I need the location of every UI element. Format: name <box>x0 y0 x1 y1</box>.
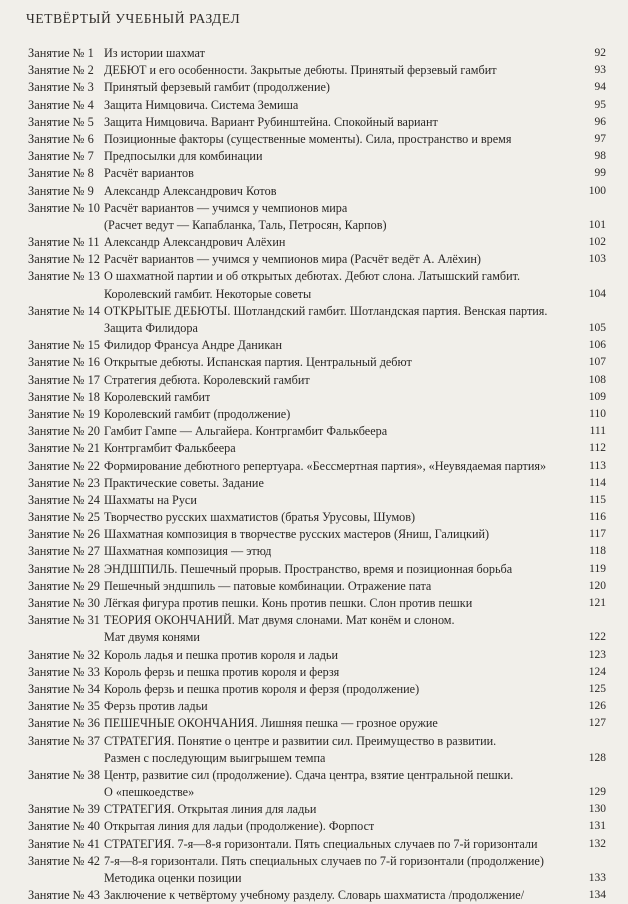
lesson-number: Занятие № 2 <box>28 63 94 78</box>
lesson-number: Занятие № 25 <box>28 510 100 525</box>
page-number: 99 <box>594 167 606 180</box>
lesson-title: Шахматы на Руси <box>104 492 197 507</box>
page-number: 111 <box>589 425 606 438</box>
toc-line <box>0 492 628 509</box>
toc-line <box>0 836 628 853</box>
toc-line <box>0 715 628 732</box>
lesson-title: ДЕБЮТ и его особенности. Закрытые дебюты. Принятый ферзевый гамбит <box>104 63 497 78</box>
page-number: 128 <box>588 751 606 764</box>
page-number: 104 <box>588 287 606 300</box>
toc-line <box>0 354 628 371</box>
lesson-title: ПЕШЕЧНЫЕ ОКОНЧАНИЯ. Лишняя пешка — грозное оружие <box>104 716 438 731</box>
lesson-title: (Расчет ведут — Капабланка, Таль, Петросян, Карпов) <box>104 217 387 232</box>
lesson-title: СТРАТЕГИЯ. 7-я—8-я горизонтали. Пять специальных случаев по 7-й горизонтали <box>104 836 538 851</box>
page-number: 121 <box>588 597 606 609</box>
toc-line <box>0 423 628 440</box>
lesson-number: Занятие № 11 <box>28 235 100 250</box>
lesson-title: 7-я—8-я горизонтали. Пять специальных случаев по 7-й горизонтали (продолжение) <box>104 853 544 868</box>
toc-line <box>0 664 628 681</box>
lesson-title: Шахматная композиция в творчестве русских мастеров (Яниш, Галицкий) <box>104 527 490 542</box>
toc-line <box>0 647 628 664</box>
page-number: 112 <box>589 442 606 455</box>
toc-line <box>0 406 628 423</box>
lesson-number: Занятие № 3 <box>28 80 94 95</box>
lesson-number: Занятие № 12 <box>28 252 100 267</box>
toc-line <box>0 286 628 303</box>
page-number: 109 <box>588 390 606 403</box>
page-number: 123 <box>588 648 606 661</box>
page-number: 119 <box>589 562 606 575</box>
toc-line <box>0 131 628 148</box>
page-number: 100 <box>588 184 606 197</box>
lesson-number: Занятие № 15 <box>28 338 100 353</box>
lesson-title: Расчёт вариантов — учимся у чемпионов мира <box>104 200 348 215</box>
lesson-title: Расчёт вариантов <box>104 166 194 181</box>
page-number: 125 <box>588 682 606 695</box>
toc-line <box>0 458 628 475</box>
page-number: 97 <box>594 132 606 145</box>
toc-line <box>0 870 628 887</box>
toc-line <box>0 337 628 354</box>
lesson-title: Заключение к четвёртому учебному разделу. Словарь шахматиста /продолжение/ <box>104 888 525 903</box>
lesson-title: Лёгкая фигура против пешки. Конь против пешки. Слон против пешки <box>104 596 473 610</box>
toc-line <box>0 148 628 165</box>
toc-line <box>0 217 628 234</box>
lesson-number: Занятие № 30 <box>28 596 100 610</box>
toc-line <box>0 750 628 767</box>
page-number: 105 <box>588 322 606 334</box>
lesson-number: Занятие № 23 <box>28 475 100 490</box>
toc-line <box>0 733 628 750</box>
toc-line <box>0 183 628 200</box>
page-number: 102 <box>588 236 606 249</box>
lesson-number: Занятие № 16 <box>28 355 100 370</box>
lesson-number: Занятие № 33 <box>28 664 100 679</box>
lesson-number: Занятие № 34 <box>28 681 100 696</box>
toc-line <box>0 578 628 595</box>
page-number: 106 <box>588 339 606 352</box>
lesson-number: Занятие № 18 <box>28 389 100 404</box>
page-number: 132 <box>588 837 606 850</box>
page-number: 92 <box>594 47 606 59</box>
toc-line <box>0 853 628 870</box>
lesson-title: Король ферзь и пешка против короля и ферзя <box>104 664 340 679</box>
lesson-number: Занятие № 28 <box>28 561 100 576</box>
toc-line <box>0 595 628 612</box>
page-number: 93 <box>594 64 606 77</box>
lesson-number: Занятие № 40 <box>28 819 100 834</box>
lesson-title: СТРАТЕГИЯ. Понятие о центре и развитии сил. Преимущество в развитии. <box>104 733 497 748</box>
lesson-number: Занятие № 4 <box>28 97 94 112</box>
lesson-title: О «пешкоедстве» <box>104 785 195 800</box>
lesson-number: Занятие № 21 <box>28 441 100 456</box>
page-number: 110 <box>589 407 606 420</box>
toc-line <box>0 475 628 492</box>
lesson-title: Принятый ферзевый гамбит (продолжение) <box>104 80 330 95</box>
lesson-number: Занятие № 37 <box>28 733 100 748</box>
table-of-contents <box>0 45 628 904</box>
page-number: 116 <box>589 511 606 524</box>
toc-line <box>0 509 628 526</box>
toc-line <box>0 268 628 285</box>
lesson-number: Занятие № 8 <box>28 166 94 181</box>
page-number: 103 <box>588 253 606 266</box>
page-number: 115 <box>589 493 606 506</box>
lesson-number: Занятие № 29 <box>28 578 100 593</box>
toc-line <box>0 165 628 182</box>
toc-line <box>0 767 628 784</box>
lesson-title: Королевский гамбит. Некоторые советы <box>104 286 312 301</box>
lesson-number: Занятие № 1 <box>28 46 94 60</box>
lesson-number: Занятие № 7 <box>28 149 94 164</box>
lesson-number: Занятие № 36 <box>28 716 100 731</box>
lesson-number: Занятие № 17 <box>28 372 100 387</box>
lesson-title: Практические советы. Задание <box>104 475 264 490</box>
lesson-title: ЭНДШПИЛЬ. Пешечный прорыв. Пространство, время и позиционная борьба <box>104 561 513 576</box>
lesson-number: Занятие № 41 <box>28 836 100 851</box>
page-number: 118 <box>589 545 606 558</box>
toc-line <box>0 561 628 578</box>
lesson-number: Занятие № 43 <box>28 888 100 903</box>
lesson-title: Защита Нимцовича. Вариант Рубинштейна. Спокойный вариант <box>104 114 438 129</box>
lesson-title: Защита Филидора <box>104 321 198 335</box>
lesson-title: Открытая линия для ладьи (продолжение). Форпост <box>104 819 375 834</box>
lesson-number: Занятие № 39 <box>28 802 100 817</box>
toc-line <box>0 97 628 114</box>
toc-line <box>0 200 628 217</box>
page-number: 129 <box>588 786 606 799</box>
page-number: 127 <box>588 717 606 730</box>
page-number: 98 <box>594 150 606 163</box>
toc-line <box>0 526 628 543</box>
toc-line <box>0 698 628 715</box>
toc-line <box>0 543 628 560</box>
toc-line <box>0 234 628 251</box>
page-number: 131 <box>588 820 606 833</box>
lesson-number: Занятие № 10 <box>28 200 100 215</box>
lesson-title: Александр Александрович Котов <box>104 183 277 198</box>
lesson-title: О шахматной партии и об открытых дебютах. Дебют слона. Латышский гамбит. <box>104 269 521 284</box>
lesson-title: Формирование дебютного репертуара. «Бессмертная партия», «Неувядаемая партия» <box>104 458 547 473</box>
lesson-title: Шахматная композиция — этюд <box>104 544 272 559</box>
lesson-title: Ферзь против ладьи <box>104 699 208 714</box>
toc-line <box>0 389 628 406</box>
toc-line <box>0 681 628 698</box>
toc-line <box>0 818 628 835</box>
page-number: 94 <box>594 81 606 94</box>
toc-line <box>0 440 628 457</box>
page-number: 120 <box>588 579 606 592</box>
lesson-title: Контргамбит Фалькбеера <box>104 441 236 456</box>
lesson-title: Александр Александрович Алёхин <box>104 235 286 250</box>
lesson-number: Занятие № 32 <box>28 647 100 662</box>
lesson-title: Открытые дебюты. Испанская партия. Центральный дебют <box>104 355 412 370</box>
lesson-title: Предпосылки для комбинации <box>104 149 263 164</box>
lesson-number: Занятие № 14 <box>28 303 100 318</box>
toc-line <box>0 372 628 389</box>
page-number: 117 <box>589 528 606 541</box>
toc-line <box>0 303 628 320</box>
lesson-title: Расчёт вариантов — учимся у чемпионов мира (Расчёт ведёт А. Алёхин) <box>104 252 481 267</box>
lesson-title: ТЕОРИЯ ОКОНЧАНИЙ. Мат двумя слонами. Мат конём и слоном. <box>104 613 455 628</box>
toc-line <box>0 251 628 268</box>
toc-line <box>0 320 628 337</box>
page-number: 126 <box>588 700 606 713</box>
lesson-title: Размен с последующим выигрышем темпа <box>104 750 326 765</box>
lesson-number: Занятие № 38 <box>28 767 100 782</box>
page-number: 130 <box>588 803 606 816</box>
lesson-title: Из истории шахмат <box>104 46 205 60</box>
lesson-title: СТРАТЕГИЯ. Открытая линия для ладьи <box>104 802 317 817</box>
lesson-title: Королевский гамбит <box>104 389 211 404</box>
page-number: 133 <box>588 872 606 884</box>
lesson-title: Пешечный эндшпиль — патовые комбинации. Отражение пата <box>104 578 432 593</box>
lesson-title: Мат двумя конями <box>104 630 200 645</box>
toc-line <box>0 45 628 62</box>
page-number: 96 <box>594 115 606 128</box>
lesson-number: Занятие № 27 <box>28 544 100 559</box>
lesson-number: Занятие № 5 <box>28 114 94 129</box>
lesson-number: Занятие № 6 <box>28 131 94 146</box>
lesson-title: ОТКРЫТЫЕ ДЕБЮТЫ. Шотландский гамбит. Шотландская партия. Венская партия. <box>104 303 548 318</box>
page-number: 107 <box>588 356 606 369</box>
lesson-number: Занятие № 26 <box>28 527 100 542</box>
lesson-title: Позиционные факторы (существенные моменты). Сила, пространство и время <box>104 131 512 146</box>
page-number: 113 <box>589 459 606 472</box>
page-number: 124 <box>588 665 606 678</box>
lesson-title: Стратегия дебюта. Королевский гамбит <box>104 372 310 387</box>
lesson-title: Творчество русских шахматистов (братья Урусовы, Шумов) <box>104 510 416 525</box>
page-number: 134 <box>588 889 606 902</box>
lesson-title: Королевский гамбит (продолжение) <box>104 406 291 421</box>
lesson-number: Занятие № 19 <box>28 406 100 421</box>
toc-line <box>0 114 628 131</box>
lesson-number: Занятие № 31 <box>28 613 100 628</box>
page-number: 122 <box>588 631 606 644</box>
lesson-number: Занятие № 9 <box>28 183 94 198</box>
toc-line <box>0 79 628 96</box>
page-number: 101 <box>588 218 606 231</box>
lesson-title: Гамбит Гампе — Альгайера. Контргамбит Фалькбеера <box>104 424 388 439</box>
section-header: ЧЕТВЁРТЫЙ УЧЕБНЫЙ РАЗДЕЛ <box>26 11 241 26</box>
toc-line <box>0 629 628 646</box>
toc-line <box>0 801 628 818</box>
lesson-title: Король ладья и пешка против короля и ладьи <box>104 647 339 662</box>
toc-line <box>0 612 628 629</box>
page-number: 114 <box>589 476 606 489</box>
lesson-title: Защита Нимцовича. Система Земиша <box>104 97 299 112</box>
lesson-number: Занятие № 22 <box>28 458 100 473</box>
lesson-number: Занятие № 20 <box>28 424 100 439</box>
lesson-title: Методика оценки позиции <box>104 871 242 885</box>
toc-line <box>0 62 628 79</box>
lesson-number: Занятие № 13 <box>28 269 100 284</box>
lesson-title: Филидор Франсуа Андре Даникан <box>104 338 282 353</box>
lesson-number: Занятие № 24 <box>28 492 100 507</box>
page-number: 95 <box>594 98 606 111</box>
lesson-title: Центр, развитие сил (продолжение). Сдача центра, взятие центральной пешки. <box>104 767 514 782</box>
lesson-number: Занятие № 42 <box>28 853 100 868</box>
toc-line <box>0 887 628 904</box>
toc-line <box>0 784 628 801</box>
page-number: 108 <box>588 373 606 386</box>
lesson-number: Занятие № 35 <box>28 699 100 714</box>
lesson-title: Король ферзь и пешка против короля и ферзя (продолжение) <box>104 681 420 696</box>
